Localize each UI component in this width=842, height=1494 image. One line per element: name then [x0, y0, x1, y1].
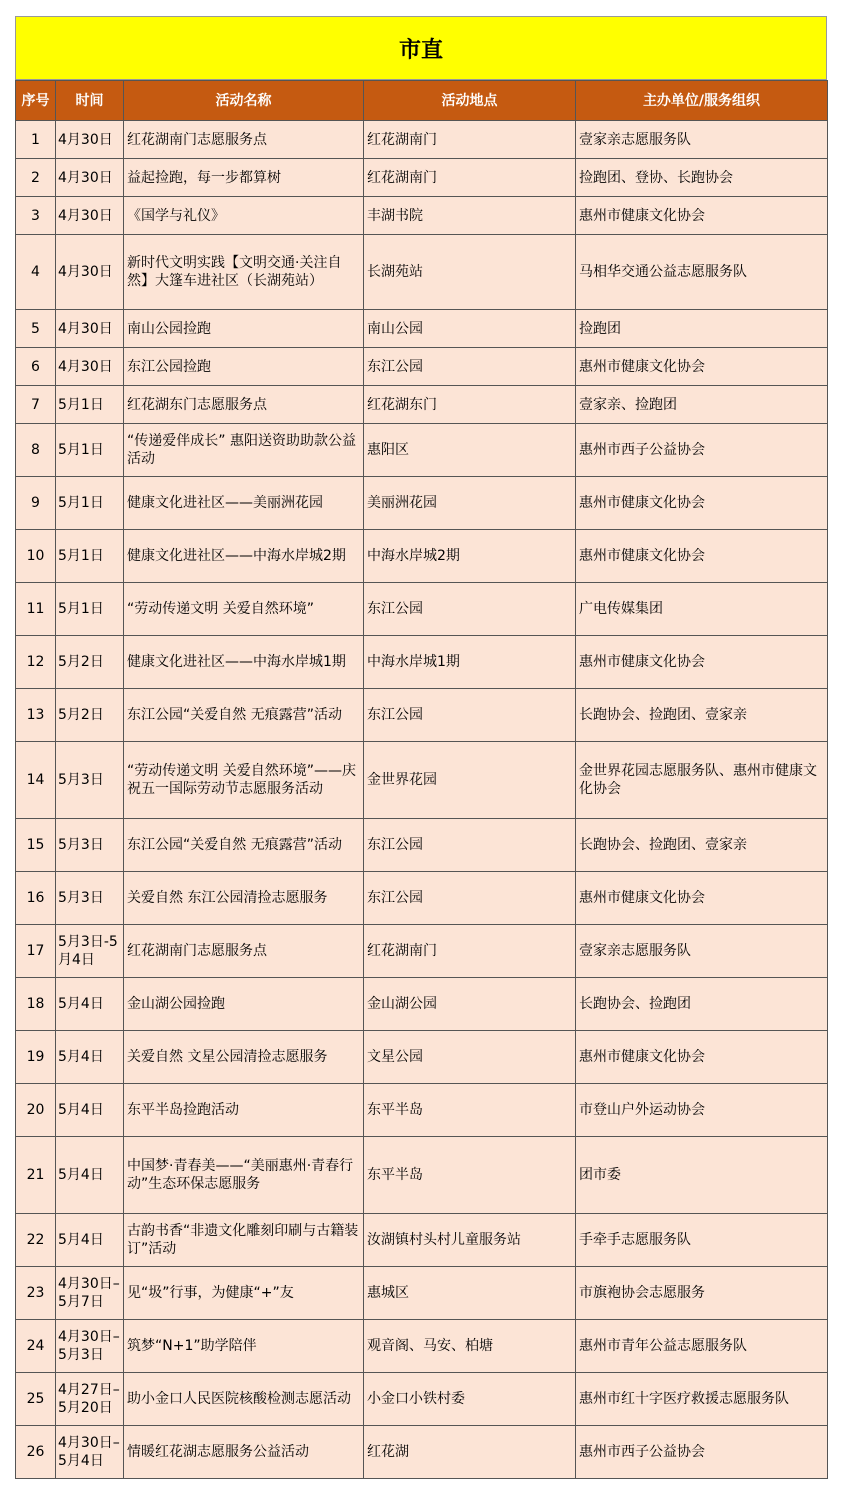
cell-no: 6	[16, 348, 56, 386]
cell-no: 16	[16, 872, 56, 925]
cell-place: 惠城区	[364, 1267, 576, 1320]
cell-activity-name: 东江公园“关爱自然 无痕露营”活动	[124, 689, 364, 742]
cell-organizer: 广电传媒集团	[576, 583, 828, 636]
cell-organizer: 长跑协会、捡跑团、壹家亲	[576, 689, 828, 742]
table-row	[16, 1426, 828, 1479]
cell-no: 24	[16, 1320, 56, 1373]
cell-place: 红花湖南门	[364, 121, 576, 159]
cell-time: 5月3日	[56, 742, 124, 819]
cell-no: 15	[16, 819, 56, 872]
cell-time: 5月2日	[56, 636, 124, 689]
cell-no: 22	[16, 1214, 56, 1267]
cell-activity-name: 金山湖公园捡跑	[124, 978, 364, 1031]
table-body	[16, 121, 828, 1479]
table-row	[16, 1031, 828, 1084]
cell-time: 4月30日	[56, 310, 124, 348]
cell-organizer: 惠州市红十字医疗救援志愿服务队	[576, 1373, 828, 1426]
cell-time: 4月30日	[56, 348, 124, 386]
cell-activity-name: 东江公园捡跑	[124, 348, 364, 386]
cell-time: 5月1日	[56, 386, 124, 424]
table-row	[16, 978, 828, 1031]
cell-activity-name: 健康文化进社区——美丽洲花园	[124, 477, 364, 530]
cell-place: 南山公园	[364, 310, 576, 348]
cell-time: 5月1日	[56, 583, 124, 636]
cell-organizer: 团市委	[576, 1137, 828, 1214]
table-row	[16, 477, 828, 530]
table-row	[16, 689, 828, 742]
cell-organizer: 惠州市健康文化协会	[576, 872, 828, 925]
cell-no: 19	[16, 1031, 56, 1084]
cell-organizer: 长跑协会、捡跑团、壹家亲	[576, 819, 828, 872]
cell-time: 4月27日–5月20日	[56, 1373, 124, 1426]
table-row	[16, 742, 828, 819]
table-row	[16, 1267, 828, 1320]
cell-place: 东平半岛	[364, 1084, 576, 1137]
table-row	[16, 925, 828, 978]
cell-place: 红花湖南门	[364, 159, 576, 197]
cell-time: 5月1日	[56, 477, 124, 530]
table-row	[16, 1214, 828, 1267]
column-header-org: 主办单位/服务组织	[576, 81, 828, 121]
cell-place: 金山湖公园	[364, 978, 576, 1031]
column-header-place: 活动地点	[364, 81, 576, 121]
column-header-name: 活动名称	[124, 81, 364, 121]
cell-place: 红花湖东门	[364, 386, 576, 424]
cell-no: 20	[16, 1084, 56, 1137]
cell-organizer: 惠州市健康文化协会	[576, 348, 828, 386]
cell-time: 4月30日–5月4日	[56, 1426, 124, 1479]
table-row	[16, 386, 828, 424]
cell-organizer: 捡跑团、登协、长跑协会	[576, 159, 828, 197]
table-row	[16, 1084, 828, 1137]
cell-time: 5月3日-5月4日	[56, 925, 124, 978]
cell-organizer: 惠州市青年公益志愿服务队	[576, 1320, 828, 1373]
cell-activity-name: 健康文化进社区——中海水岸城2期	[124, 530, 364, 583]
table-row	[16, 348, 828, 386]
table-row	[16, 121, 828, 159]
cell-place: 美丽洲花园	[364, 477, 576, 530]
cell-activity-name: 关爱自然 东江公园清捡志愿服务	[124, 872, 364, 925]
table-row	[16, 636, 828, 689]
cell-activity-name: “传递爱伴成长” 惠阳送资助助款公益活动	[124, 424, 364, 477]
cell-place: 小金口小铁村委	[364, 1373, 576, 1426]
cell-organizer: 惠州市西子公益协会	[576, 1426, 828, 1479]
spreadsheet	[15, 16, 827, 1479]
cell-place: 文星公园	[364, 1031, 576, 1084]
cell-place: 红花湖	[364, 1426, 576, 1479]
cell-time: 5月4日	[56, 1137, 124, 1214]
cell-activity-name: 筑梦“N+1”助学陪伴	[124, 1320, 364, 1373]
cell-no: 11	[16, 583, 56, 636]
header-row	[16, 81, 828, 121]
cell-organizer: 手牵手志愿服务队	[576, 1214, 828, 1267]
cell-place: 东江公园	[364, 872, 576, 925]
cell-no: 12	[16, 636, 56, 689]
cell-time: 5月3日	[56, 819, 124, 872]
cell-activity-name: 古韵书香“非遗文化雕刻印刷与古籍装订”活动	[124, 1214, 364, 1267]
cell-organizer: 捡跑团	[576, 310, 828, 348]
cell-activity-name: 红花湖南门志愿服务点	[124, 121, 364, 159]
cell-activity-name: 情暖红花湖志愿服务公益活动	[124, 1426, 364, 1479]
cell-place: 中海水岸城2期	[364, 530, 576, 583]
cell-time: 5月4日	[56, 1031, 124, 1084]
column-header-time: 时间	[56, 81, 124, 121]
cell-organizer: 惠州市健康文化协会	[576, 1031, 828, 1084]
table-row	[16, 583, 828, 636]
cell-time: 5月4日	[56, 1214, 124, 1267]
cell-time: 4月30日	[56, 121, 124, 159]
cell-activity-name: 关爱自然 文星公园清捡志愿服务	[124, 1031, 364, 1084]
cell-place: 观音阁、马安、柏塘	[364, 1320, 576, 1373]
cell-no: 4	[16, 235, 56, 310]
cell-activity-name: 中国梦·青春美——“美丽惠州·青春行动”生态环保志愿服务	[124, 1137, 364, 1214]
cell-activity-name: 见“圾”行事，为健康“+”友	[124, 1267, 364, 1320]
table-row	[16, 1137, 828, 1214]
cell-no: 13	[16, 689, 56, 742]
table-row	[16, 197, 828, 235]
table-row	[16, 1373, 828, 1426]
table-row	[16, 235, 828, 310]
cell-no: 8	[16, 424, 56, 477]
cell-activity-name: “劳动传递文明 关爱自然环境”——庆祝五一国际劳动节志愿服务活动	[124, 742, 364, 819]
cell-organizer: 壹家亲、捡跑团	[576, 386, 828, 424]
cell-activity-name: 助小金口人民医院核酸检测志愿活动	[124, 1373, 364, 1426]
cell-no: 17	[16, 925, 56, 978]
cell-activity-name: 红花湖南门志愿服务点	[124, 925, 364, 978]
cell-organizer: 惠州市健康文化协会	[576, 477, 828, 530]
cell-no: 18	[16, 978, 56, 1031]
cell-time: 5月4日	[56, 978, 124, 1031]
cell-organizer: 壹家亲志愿服务队	[576, 925, 828, 978]
table-row	[16, 159, 828, 197]
cell-organizer: 长跑协会、捡跑团	[576, 978, 828, 1031]
cell-time: 5月1日	[56, 530, 124, 583]
cell-place: 红花湖南门	[364, 925, 576, 978]
cell-no: 5	[16, 310, 56, 348]
cell-activity-name: 健康文化进社区——中海水岸城1期	[124, 636, 364, 689]
table-row	[16, 310, 828, 348]
cell-time: 4月30日–5月3日	[56, 1320, 124, 1373]
cell-organizer: 市旗袍协会志愿服务	[576, 1267, 828, 1320]
cell-place: 东江公园	[364, 689, 576, 742]
cell-no: 21	[16, 1137, 56, 1214]
table-row	[16, 1320, 828, 1373]
cell-place: 东江公园	[364, 348, 576, 386]
cell-time: 5月3日	[56, 872, 124, 925]
cell-activity-name: 益起捡跑，每一步都算树	[124, 159, 364, 197]
cell-organizer: 马相华交通公益志愿服务队	[576, 235, 828, 310]
cell-organizer: 金世界花园志愿服务队、惠州市健康文化协会	[576, 742, 828, 819]
cell-organizer: 惠州市西子公益协会	[576, 424, 828, 477]
cell-activity-name: 东平半岛捡跑活动	[124, 1084, 364, 1137]
cell-no: 26	[16, 1426, 56, 1479]
cell-organizer: 惠州市健康文化协会	[576, 530, 828, 583]
cell-no: 23	[16, 1267, 56, 1320]
cell-place: 汝湖镇村头村儿童服务站	[364, 1214, 576, 1267]
table-row	[16, 819, 828, 872]
cell-time: 4月30日	[56, 197, 124, 235]
cell-place: 东江公园	[364, 583, 576, 636]
cell-no: 14	[16, 742, 56, 819]
cell-organizer: 壹家亲志愿服务队	[576, 121, 828, 159]
cell-no: 10	[16, 530, 56, 583]
table-row	[16, 530, 828, 583]
cell-activity-name: 红花湖东门志愿服务点	[124, 386, 364, 424]
cell-no: 3	[16, 197, 56, 235]
cell-place: 丰湖书院	[364, 197, 576, 235]
cell-activity-name: 新时代文明实践【文明交通·关注自然】大篷车进社区（长湖苑站）	[124, 235, 364, 310]
cell-activity-name: 《国学与礼仪》	[124, 197, 364, 235]
cell-no: 1	[16, 121, 56, 159]
cell-no: 7	[16, 386, 56, 424]
cell-time: 5月4日	[56, 1084, 124, 1137]
cell-no: 2	[16, 159, 56, 197]
cell-place: 东江公园	[364, 819, 576, 872]
cell-no: 9	[16, 477, 56, 530]
cell-place: 中海水岸城1期	[364, 636, 576, 689]
column-header-no: 序号	[16, 81, 56, 121]
cell-organizer: 市登山户外运动协会	[576, 1084, 828, 1137]
cell-time: 5月1日	[56, 424, 124, 477]
cell-place: 惠阳区	[364, 424, 576, 477]
cell-time: 4月30日–5月7日	[56, 1267, 124, 1320]
cell-place: 长湖苑站	[364, 235, 576, 310]
cell-time: 4月30日	[56, 159, 124, 197]
cell-time: 5月2日	[56, 689, 124, 742]
cell-activity-name: 东江公园“关爱自然 无痕露营”活动	[124, 819, 364, 872]
cell-activity-name: 南山公园捡跑	[124, 310, 364, 348]
cell-place: 东平半岛	[364, 1137, 576, 1214]
activity-table	[15, 80, 828, 1479]
table-row	[16, 872, 828, 925]
cell-activity-name: “劳动传递文明 关爱自然环境”	[124, 583, 364, 636]
cell-time: 4月30日	[56, 235, 124, 310]
cell-place: 金世界花园	[364, 742, 576, 819]
cell-organizer: 惠州市健康文化协会	[576, 636, 828, 689]
page-title: 市直	[15, 16, 827, 80]
cell-organizer: 惠州市健康文化协会	[576, 197, 828, 235]
cell-no: 25	[16, 1373, 56, 1426]
table-row	[16, 424, 828, 477]
